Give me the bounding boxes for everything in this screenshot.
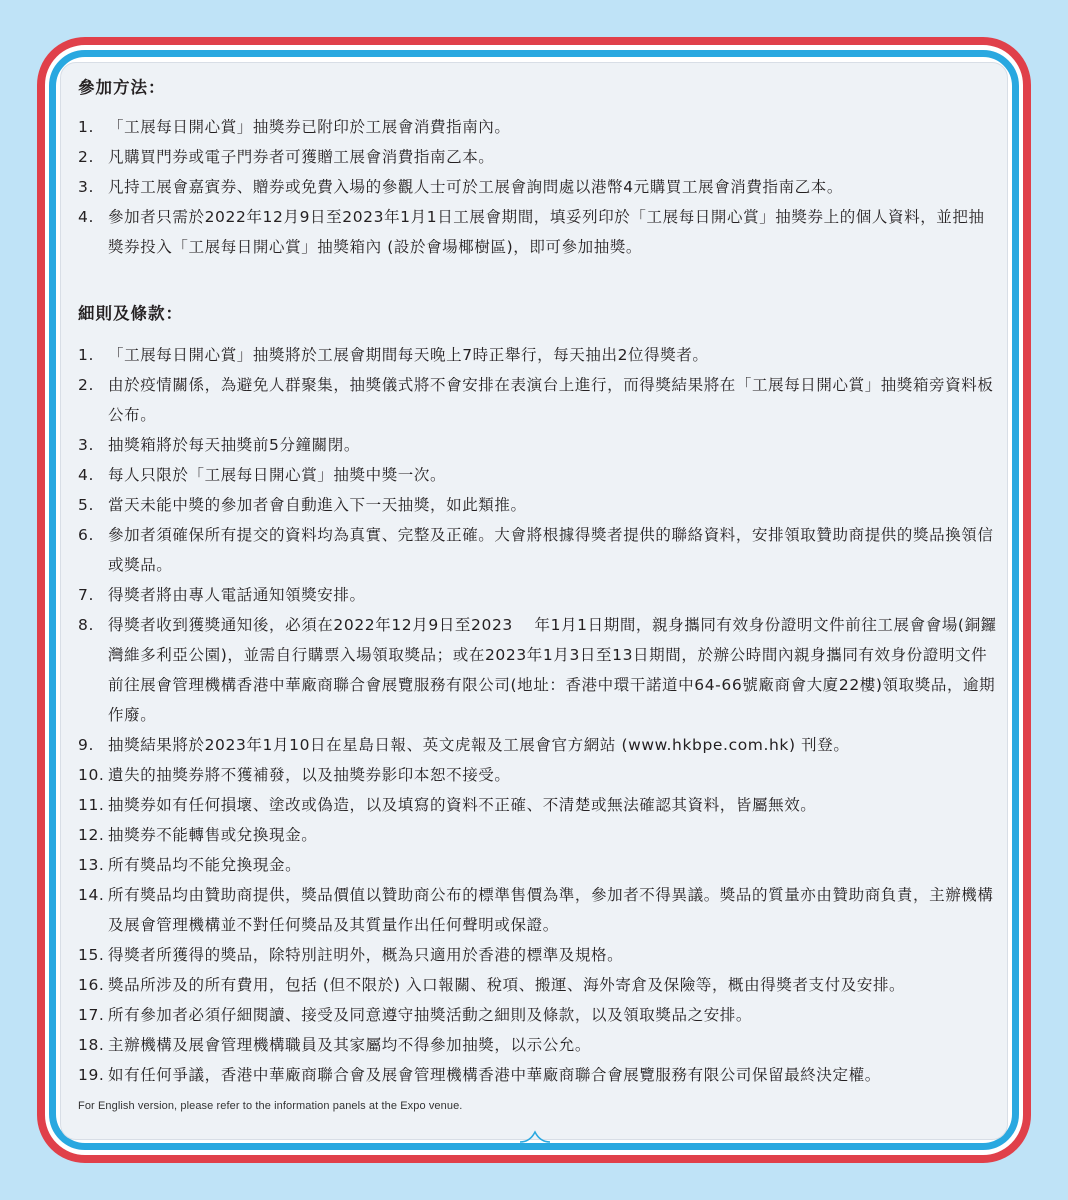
list-item: [78, 142, 998, 172]
item-text: 得獎者將由專人電話通知領獎安排。: [108, 586, 366, 604]
item-number: 13.: [78, 856, 105, 874]
item-text: 抽獎結果將於2023年1月10日在星島日報、英文虎報及工展會官方網站 (www.hkbpe.com.hk) 刊登。: [108, 736, 850, 754]
list-item: [78, 340, 998, 370]
list-item: [78, 202, 998, 262]
item-number: 3.: [78, 436, 94, 454]
item-number: 16.: [78, 976, 105, 994]
terms-title: 細則及條款：: [78, 304, 183, 323]
item-text: 「工展每日開心賞」抽獎將於工展會期間每天晚上7時正舉行，每天抽出2位得獎者。: [108, 346, 709, 364]
item-text: 所有獎品均由贊助商提供，獎品價值以贊助商公布的標準售價為準，參加者不得異議。獎品的質量亦由贊助商負責，主辦機構及展會管理機構並不對任何獎品及其質量作出任何聲明或保證。: [108, 886, 994, 934]
item-text: 如有任何爭議，香港中華廠商聯合會及展會管理機構香港中華廠商聯合會展覽服務有限公司保留最終決定權。: [108, 1066, 881, 1084]
list-item: [78, 1030, 998, 1060]
item-text: 由於疫情關係，為避免人群聚集，抽獎儀式將不會安排在表演台上進行，而得獎結果將在「工展每日開心賞」抽獎箱旁資料板公布。: [108, 376, 994, 424]
item-text: 得獎者所獲得的獎品，除特別註明外，概為只適用於香港的標準及規格。: [108, 946, 624, 964]
item-text: 主辦機構及展會管理機構職員及其家屬均不得參加抽獎，以示公允。: [108, 1036, 592, 1054]
list-item: [78, 520, 998, 580]
item-number: 19.: [78, 1066, 105, 1084]
item-number: 8.: [78, 616, 94, 634]
item-text: 所有獎品均不能兌換現金。: [108, 856, 302, 874]
list-item: [78, 610, 998, 730]
item-text: 抽獎券如有任何損壞、塗改或偽造，以及填寫的資料不正確、不清楚或無法確認其資料，皆屬無效。: [108, 796, 817, 814]
list-item: [78, 460, 998, 490]
list-item: [78, 760, 998, 790]
list-item: [78, 490, 998, 520]
item-text: 抽獎券不能轉售或兌換現金。: [108, 826, 318, 844]
list-item: [78, 1060, 998, 1090]
item-text: 參加者須確保所有提交的資料均為真實、完整及正確。大會將根據得獎者提供的聯絡資料，安排領取贊助商提供的獎品換領信或獎品。: [108, 526, 994, 574]
how-to-join-title: 參加方法：: [78, 78, 166, 97]
item-number: 2.: [78, 148, 94, 166]
list-item: [78, 730, 998, 760]
item-number: 2.: [78, 376, 94, 394]
list-item: [78, 172, 998, 202]
terms-list: [78, 340, 998, 1090]
item-text: 參加者只需於2022年12月9日至2023年1月1日工展會期間，填妥列印於「工展每日開心賞」抽獎券上的個人資料，並把抽獎券投入「工展每日開心賞」抽獎箱內 (設於會場椰樹區)，即可參加抽獎。: [108, 208, 985, 256]
item-number: 11.: [78, 796, 105, 814]
item-number: 4.: [78, 208, 94, 226]
item-number: 1.: [78, 118, 94, 136]
list-item: [78, 1000, 998, 1030]
item-text: 每人只限於「工展每日開心賞」抽獎中獎一次。: [108, 466, 447, 484]
item-text: 獎品所涉及的所有費用，包括 (但不限於) 入口報關、稅項、搬運、海外寄倉及保險等，概由得獎者支付及安排。: [108, 976, 906, 994]
english-version-note: For English version, please refer to the information panels at the Expo venue.: [78, 1100, 463, 1112]
item-number: 17.: [78, 1006, 105, 1024]
item-number: 7.: [78, 586, 94, 604]
item-number: 1.: [78, 346, 94, 364]
item-text: 遺失的抽獎券將不獲補發，以及抽獎券影印本恕不接受。: [108, 766, 511, 784]
list-item: [78, 112, 998, 142]
how-to-join-list: [78, 112, 998, 262]
list-item: [78, 370, 998, 430]
item-text: 「工展每日開心賞」抽獎券已附印於工展會消費指南內。: [108, 118, 511, 136]
item-number: 12.: [78, 826, 105, 844]
item-text: 當天未能中獎的參加者會自動進入下一天抽獎，如此類推。: [108, 496, 527, 514]
item-number: 14.: [78, 886, 105, 904]
list-item: [78, 790, 998, 820]
item-number: 10.: [78, 766, 105, 784]
item-number: 15.: [78, 946, 105, 964]
item-number: 9.: [78, 736, 94, 754]
list-item: [78, 940, 998, 970]
item-number: 4.: [78, 466, 94, 484]
list-item: [78, 970, 998, 1000]
item-text: 抽獎箱將於每天抽獎前5分鐘關閉。: [108, 436, 360, 454]
item-number: 6.: [78, 526, 94, 544]
item-number: 18.: [78, 1036, 105, 1054]
item-text: 所有參加者必須仔細閱讀、接受及同意遵守抽獎活動之細則及條款，以及領取獎品之安排。: [108, 1006, 753, 1024]
item-text: 凡持工展會嘉賓券、贈券或免費入場的參觀人士可於工展會詢問處以港幣4元購買工展會消費指南乙本。: [108, 178, 843, 196]
list-item: [78, 820, 998, 850]
item-text: 凡購買門券或電子門券者可獲贈工展會消費指南乙本。: [108, 148, 495, 166]
list-item: [78, 430, 998, 460]
list-item: [78, 880, 998, 940]
rules-content: [78, 72, 998, 1090]
item-text: 得獎者收到獲獎通知後，必須在2022年12月9日至2023 年1月1日期間，親身攜同有效身份證明文件前往工展會會場(銅鑼灣維多利亞公園)，並需自行購票入場領取獎品；或在2023年1月3日至13日期間，於辦公時間內親身攜同有效身份證明文件前往展會管理機構香港中華廠商聯合會展覽服務有限公司(地址：香港中環干諾道中64-66號廠商會大廈22樓)領取獎品，逾期作廢。: [108, 616, 997, 724]
panel-notch: [520, 1118, 550, 1148]
item-number: 5.: [78, 496, 94, 514]
list-item: [78, 580, 998, 610]
item-number: 3.: [78, 178, 94, 196]
list-item: [78, 850, 998, 880]
